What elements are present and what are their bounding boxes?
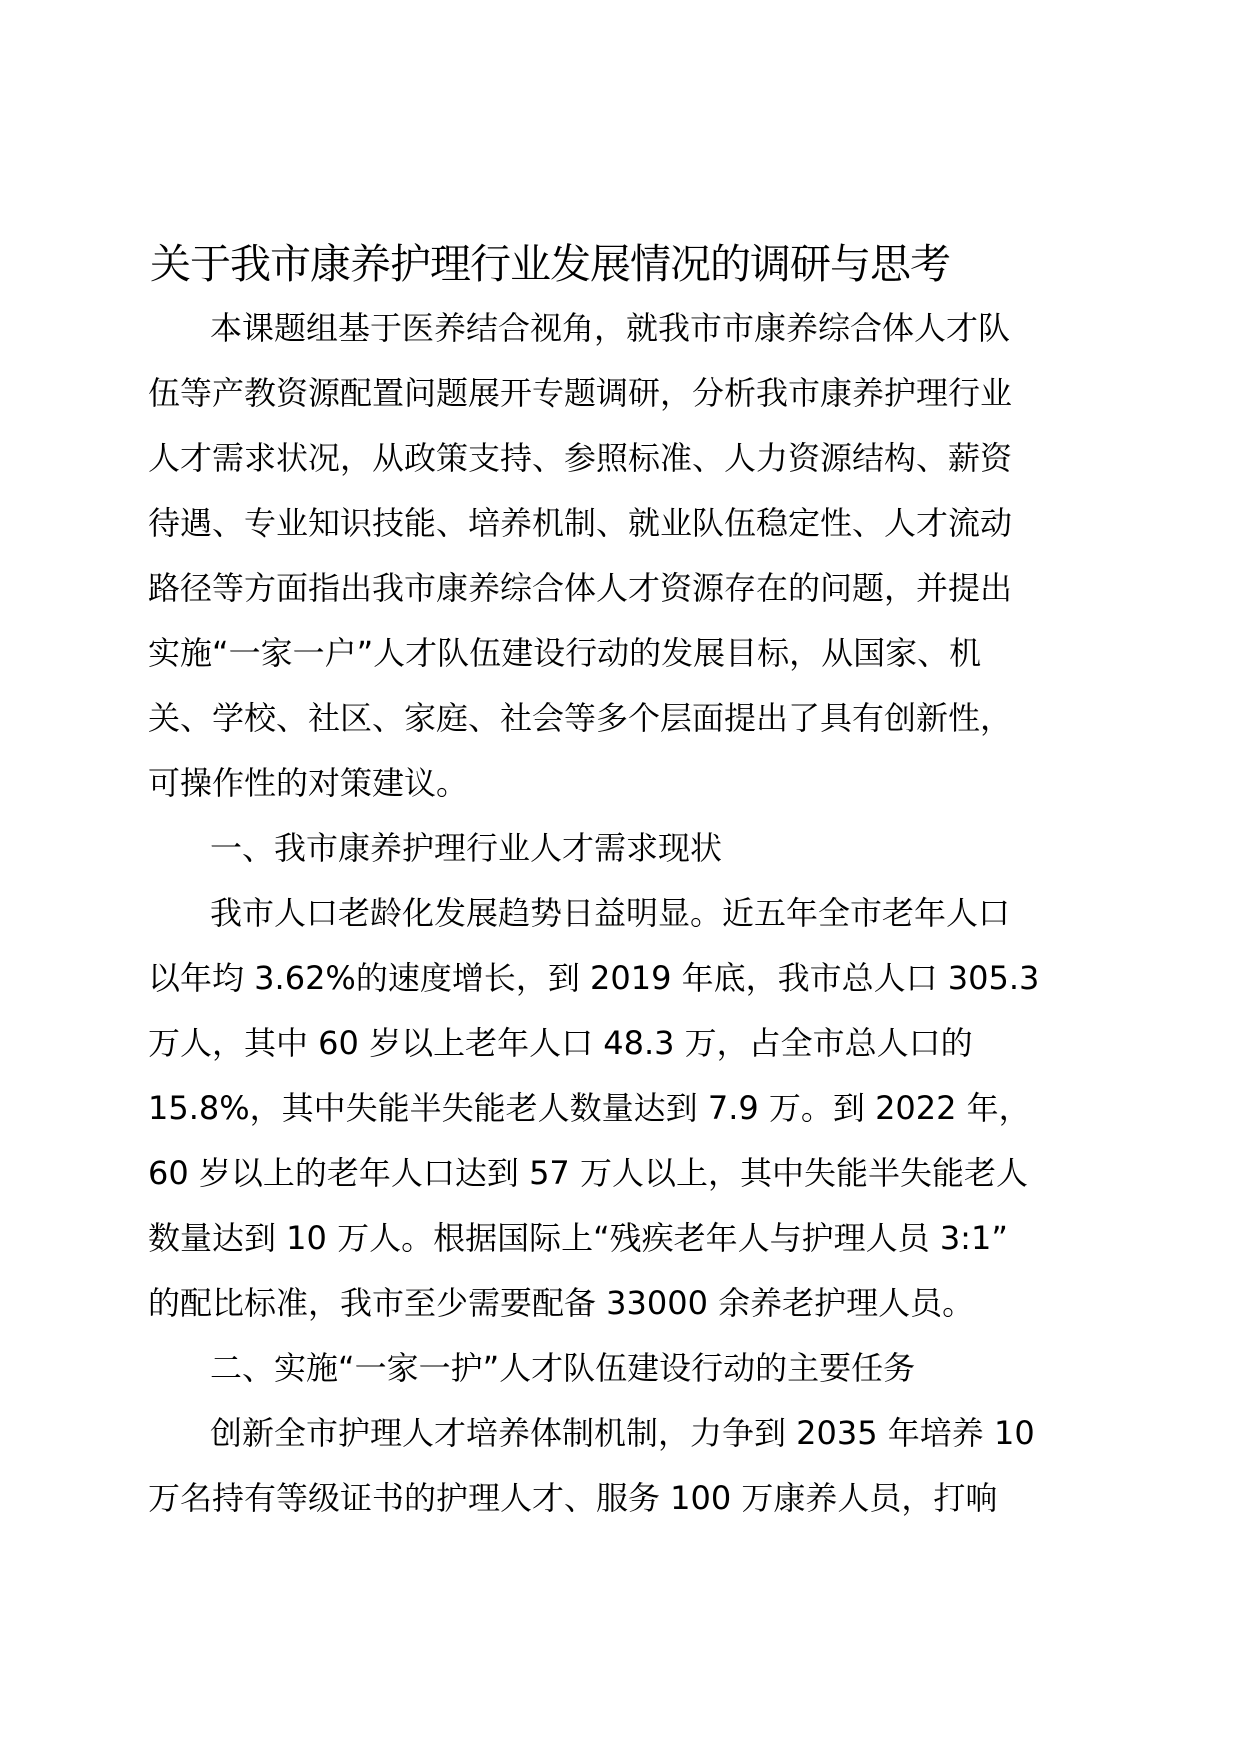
paragraph-line: 数量达到 10 万人。根据国际上“残疾老年人与护理人员 3:1” — [148, 1219, 1008, 1257]
paragraph-line: 伍等产教资源配置问题展开专题调研，分析我市康养护理行业 — [148, 374, 1013, 412]
paragraph-line: 万名持有等级证书的护理人才、服务 100 万康养人员，打响 — [148, 1479, 998, 1517]
paragraph-line: 本课题组基于医养结合视角，就我市市康养综合体人才队 — [210, 309, 1011, 347]
paragraph-line: 的配比标准，我市至少需要配备 33000 余养老护理人员。 — [148, 1284, 975, 1322]
paragraph-line: 实施“一家一户”人才队伍建设行动的发展目标，从国家、机 — [148, 634, 982, 672]
section-heading: 二、实施“一家一护”人才队伍建设行动的主要任务 — [210, 1349, 916, 1387]
paragraph-line: 可操作性的对策建议。 — [148, 764, 469, 802]
document-title: 关于我市康养护理行业发展情况的调研与思考 — [150, 240, 950, 288]
document-body — [148, 296, 1078, 1531]
paragraph-line: 人才需求状况，从政策支持、参照标准、人力资源结构、薪资 — [148, 439, 1013, 477]
paragraph-line: 60 岁以上的老年人口达到 57 万人以上，其中失能半失能老人 — [148, 1154, 1028, 1192]
paragraph-line: 我市人口老龄化发展趋势日益明显。近五年全市老年人口 — [210, 894, 1011, 932]
paragraph-line: 路径等方面指出我市康养综合体人才资源存在的问题，并提出 — [148, 569, 1013, 607]
paragraph-line: 以年均 3.62%的速度增长，到 2019 年底，我市总人口 305.3 — [148, 959, 1040, 997]
section-heading: 一、我市康养护理行业人才需求现状 — [210, 829, 723, 867]
paragraph-line: 待遇、专业知识技能、培养机制、就业队伍稳定性、人才流动 — [148, 504, 1013, 542]
paragraph-line: 15.8%，其中失能半失能老人数量达到 7.9 万。到 2022 年， — [148, 1089, 1031, 1127]
paragraph-line: 创新全市护理人才培养体制机制，力争到 2035 年培养 10 — [210, 1414, 1035, 1452]
paragraph-line: 万人，其中 60 岁以上老年人口 48.3 万，占全市总人口的 — [148, 1024, 973, 1062]
paragraph-line: 关、学校、社区、家庭、社会等多个层面提出了具有创新性， — [148, 699, 1013, 737]
